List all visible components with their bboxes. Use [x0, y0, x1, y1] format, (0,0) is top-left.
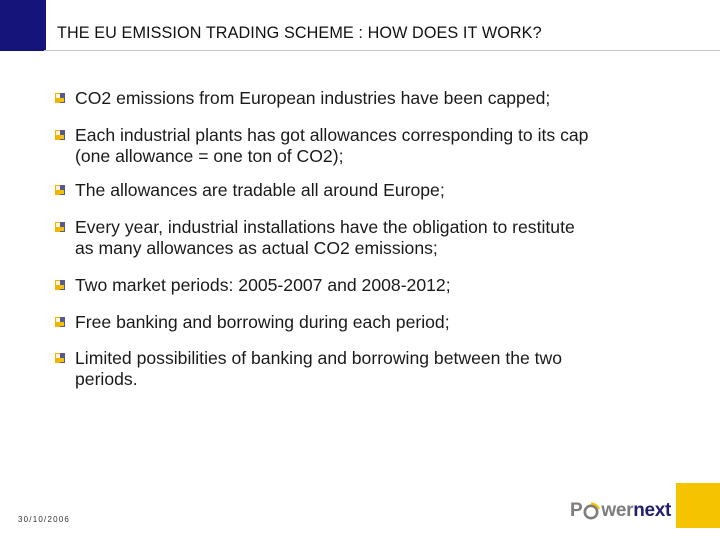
bullet-marker-icon	[55, 93, 65, 103]
powernext-logo	[569, 499, 671, 523]
bullet-text: The allowances are tradable all around Europe;	[75, 180, 445, 200]
bullet-text: Limited possibilities of banking and borrowing between the two periods.	[75, 348, 563, 389]
bullet-marker-icon	[55, 317, 65, 327]
bullet-marker-icon	[55, 280, 65, 290]
bullet-marker-icon	[55, 222, 65, 232]
bullet-text: Each industrial plants has got allowances corresponding to its cap (one allowance = one ton of CO2);	[75, 125, 589, 166]
logo-text-wer: wer	[601, 500, 634, 521]
bullet-text: Free banking and borrowing during each period;	[75, 312, 450, 332]
bullet-marker-icon	[55, 130, 65, 140]
logo-letter-p: P	[570, 500, 583, 521]
bullet-text: Two market periods: 2005-2007 and 2008-2012;	[75, 275, 451, 295]
bullet-text: Every year, industrial installations have the obligation to restitute as many allowances as actual CO2 emissions;	[75, 217, 575, 258]
bullet-marker-icon	[55, 185, 65, 195]
bullet-marker-icon	[55, 353, 65, 363]
corner-yellow-square	[676, 483, 720, 528]
slide-title: THE EU EMISSION TRADING SCHEME : HOW DOES IT WORK?	[57, 24, 542, 42]
footer-date: 30/10/2006	[18, 515, 71, 524]
logo-text-next: next	[633, 500, 672, 521]
bullet-text: CO2 emissions from European industries have been capped;	[75, 88, 551, 108]
logo-o-icon	[582, 502, 600, 520]
